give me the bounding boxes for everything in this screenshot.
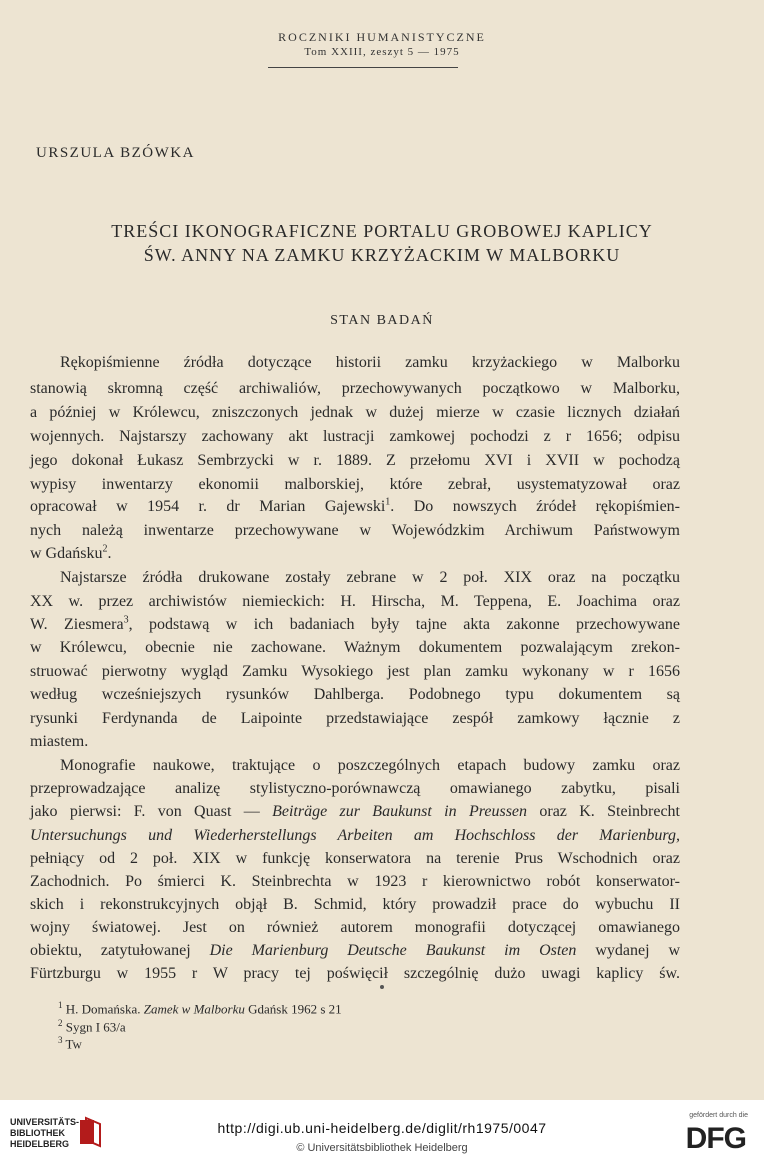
body-line: nych należą inwentarze przechowywane w Wojewódzkim Archiwum Państwowym xyxy=(30,522,680,539)
body-text: wydanej w xyxy=(576,942,680,959)
cited-title: Untersuchungs und Wiederherstellungs Arbeiten am Hochschloss der Marienburg, xyxy=(30,827,680,844)
article-title-line1: TREŚCI IKONOGRAFICZNE PORTALU GROBOWEJ KAPLICY xyxy=(111,221,653,241)
body-text: opracował w 1954 r. dr Marian Gajewski xyxy=(30,498,386,515)
footnote-number: 1 xyxy=(58,1000,63,1010)
body-line xyxy=(30,496,680,518)
footnote-number: 3 xyxy=(58,1035,63,1045)
footnote-text: Sygn I 63/a xyxy=(65,1019,126,1035)
body-text: jako pierwsi: F. von Quast — xyxy=(30,803,260,820)
body-text: . Do nowszych źródeł rękopiśmien- xyxy=(390,498,681,515)
body-text: oraz K. Steinbrecht xyxy=(527,803,680,820)
body-text: . xyxy=(107,545,112,562)
footnote-text: Tw xyxy=(65,1036,82,1052)
body-line: wojny światowej. Jest on również autorem monografii dotyczącej omawianego xyxy=(30,919,680,936)
footnote-title: Zamek w Malborku xyxy=(143,1001,245,1017)
body-line: według wcześniejszych rysunków Dahlberga. Podobnego typu dokumentem są xyxy=(30,686,680,703)
copyright-text: © Universitätsbibliothek Heidelberg xyxy=(296,1142,468,1154)
body-line xyxy=(30,801,680,823)
journal-title: ROCZNIKI HUMANISTYCZNE xyxy=(278,30,486,44)
body-line: Monografie naukowe, traktujące o poszczególnych etapach budowy zamku oraz xyxy=(60,757,680,774)
dfg-caption: gefördert durch die xyxy=(689,1112,748,1119)
body-line: Najstarsze źródła drukowane zostały zebrane w 2 poł. XIX oraz na początku xyxy=(60,569,680,586)
article-title-line2: ŚW. ANNY NA ZAMKU KRZYŻACKIM W MALBORKU xyxy=(143,245,621,265)
footnote-ref: 3 xyxy=(123,614,129,626)
body-line: pełniący od 2 poł. XIX w funkcję konserwatora na terenie Prus Wschodnich oraz xyxy=(30,850,680,867)
body-line: w Królewcu, obecnie nie zachowane. Ważnym dokumentem pozwalającym zrekon- xyxy=(30,639,680,656)
body-text: W. Ziesmera xyxy=(30,616,124,633)
body-line: przeprowadzające analizę stylistyczno-porównawczą omawianego zabytku, pisali xyxy=(30,780,680,797)
body-line: XX w. przez archiwistów niemieckich: H. Hirscha, M. Teppena, E. Joachima oraz xyxy=(30,593,680,610)
document-url[interactable]: http://digi.ub.uni-heidelberg.de/diglit/rh1975/0047 xyxy=(217,1120,547,1136)
journal-volume: Tom XXIII, zeszyt 5 — 1975 xyxy=(304,46,460,58)
article-subtitle: STAN BADAŃ xyxy=(330,313,434,328)
footnote xyxy=(58,1000,342,1017)
body-line: a później w Królewcu, zniszczonych jednak w dużej mierze w czasie licznych działań xyxy=(30,404,680,421)
body-text: obiektu, zatytułowanej xyxy=(30,942,191,959)
body-line xyxy=(30,825,680,847)
header-rule xyxy=(268,67,458,68)
body-line xyxy=(30,940,680,962)
body-text: w Gdańsku xyxy=(30,545,103,562)
body-line: Zachodnich. Po śmierci K. Steinbrechta w 1923 r kierownictwo robót konserwator- xyxy=(30,873,680,890)
library-logo-line: BIBLIOTHEK xyxy=(10,1128,65,1138)
body-line: miastem. xyxy=(30,733,89,750)
body-line: rysunki Ferdynanda de Laipointe przedstawiające zespół zamkowy łącznie z xyxy=(30,710,680,727)
footnote-ref: 2 xyxy=(102,543,108,555)
dfg-logo[interactable]: DFG xyxy=(685,1122,746,1155)
body-line: struować pierwotny wygląd Zamku Wysokiego jest plan zamku wykonany w r 1656 xyxy=(30,663,680,680)
body-text: , podstawą w ich badaniach były tajne akta zakonne przechowywane xyxy=(128,616,680,633)
body-line: wypisy inwentarzy ekonomii malborskiej, które zebrał, usystematyzował oraz xyxy=(30,476,680,493)
body-line: wojennych. Najstarszy zachowany akt lustracji zamkowej pochodzi z r 1656; odpisu xyxy=(30,428,680,445)
footnote-separator xyxy=(380,985,384,989)
cited-title: Die Marienburg Deutsche Baukunst im Osten xyxy=(209,942,577,959)
body-line: skich i rekonstrukcyjnych objął B. Schmid, który prowadził prace do wybuchu II xyxy=(30,896,680,913)
library-logo-line: HEIDELBERG xyxy=(10,1139,70,1149)
body-line xyxy=(30,543,680,565)
body-line xyxy=(30,614,680,636)
cited-title: Beiträge zur Baukunst in Preussen xyxy=(272,803,528,820)
body-line: Rękopiśmienne źródła dotyczące historii zamku krzyżackiego w Malborku xyxy=(60,354,680,371)
body-line: jego dokonał Łukasz Sembrzycki w r. 1889. Z przełomu XVI i XVII w pochodzą xyxy=(30,452,680,469)
body-line: Fürtzburgu w 1955 r W pracy tej poświęcił szczególnię dużo uwagi kaplicy św. xyxy=(30,965,680,982)
footnote xyxy=(58,1035,82,1052)
body-line: stanowią skromną część archiwaliów, przechowywanych początkowo w Malborku, xyxy=(30,380,680,397)
footnote-number: 2 xyxy=(58,1018,63,1028)
footnote xyxy=(58,1018,126,1035)
footnote-ref: 1 xyxy=(385,496,391,508)
footnote-text: H. Domańska. xyxy=(65,1001,144,1017)
library-logo-line: UNIVERSITÄTS- xyxy=(10,1117,80,1127)
author-name: URSZULA BZÓWKA xyxy=(36,145,195,161)
footnote-text: Gdańsk 1962 s 21 xyxy=(244,1001,342,1017)
footer-bar xyxy=(0,1100,764,1165)
